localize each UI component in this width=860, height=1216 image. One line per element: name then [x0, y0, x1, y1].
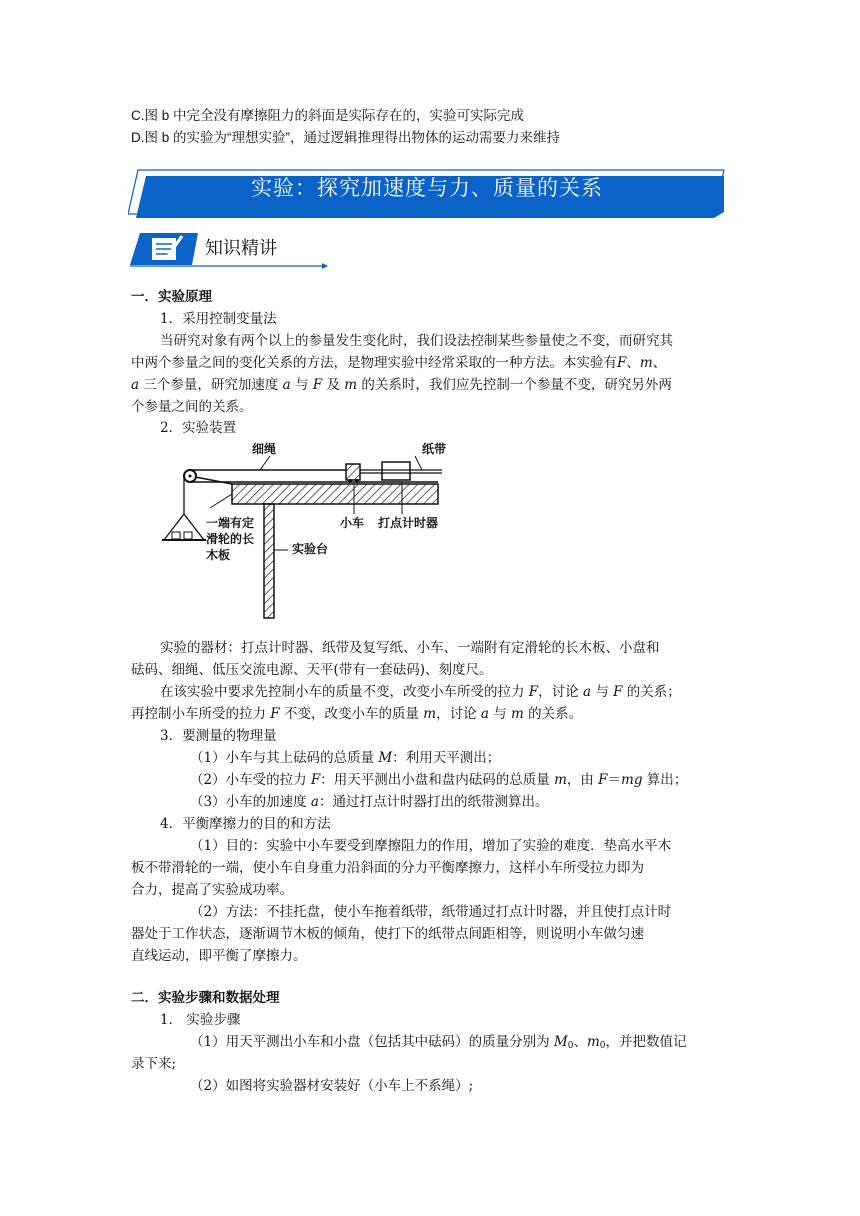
p3-title: 3．要测量的物理量: [160, 728, 277, 744]
equipment-line2: 砝码、细绳、低压交流电源、天平(带有一套砝码)、刻度尺。: [131, 662, 493, 678]
label-board-3: 木板: [206, 548, 231, 562]
p4-1-line3: 合力，提高了实验成功率。: [131, 882, 293, 898]
p4-2-line2: 器处于工作状态，逐渐调节木板的倾角，使打下的纸带点间距相等，则说明小车做匀速: [131, 926, 644, 942]
s1-title: 1． 实验步骤: [160, 1012, 241, 1028]
p4-2-line1: （2）方法：不挂托盘，使小车拖着纸带，纸带通过打点计时器，并且使打点计时: [190, 904, 672, 920]
p3-item2: （2）小车受的拉力 F：用天平测出小盘和盘内砝码的总质量 m，由 F＝mg 算出；: [190, 772, 688, 788]
control-line2: 再控制小车所受的拉力 F 不变，改变小车的质量 m，讨论 a 与 m 的关系。: [131, 706, 583, 722]
p1-line1: 当研究对象有两个以上的参量发生变化时，我们设法控制某些参量使之不变，而研究其: [160, 333, 673, 349]
option-d: D.图 b 的实验为“理想实验”，通过逻辑推理得出物体的运动需要力来维持: [131, 130, 560, 145]
p3-item3: （3）小车的加速度 a：通过打点计时器打出的纸带测算出。: [190, 794, 549, 810]
p4-2-line3: 直线运动，即平衡了摩擦力。: [131, 948, 307, 964]
section1-heading: 一．实验原理: [131, 289, 212, 305]
p2-title: 2．实验装置: [160, 420, 237, 436]
p4-1-line1: （1）目的：实验中小车要受到摩擦阻力的作用，增加了实验的难度．垫高水平木: [190, 838, 672, 854]
s1-item1: （1）用天平测出小车和小盘（包括其中砝码）的质量分别为 $M_0$、$m_0$，并把数值记: [190, 1034, 687, 1051]
apparatus-figure: [160, 436, 450, 620]
label-timer: 打点计时器: [378, 516, 439, 530]
section2-heading: 二．实验步骤和数据处理: [131, 990, 280, 1006]
equipment-line1: 实验的器材：打点计时器、纸带及复写纸、小车、一端附有定滑轮的长木板、小盘和: [160, 640, 660, 656]
label-board-1: 一端有定: [206, 516, 255, 530]
control-line1: 在该实验中要求先控制小车的质量不变，改变小车所受的拉力 F，讨论 a 与 F 的关系；: [160, 684, 681, 700]
p1-title: 1．采用控制变量法: [160, 311, 277, 327]
p1-line2: 中两个参量之间的变化关系的方法，是物理实验中经常采取的一种方法。本实验有F、m、: [131, 355, 667, 371]
section-banner: [128, 168, 726, 220]
p1-line3: a 三个参量，研究加速度 a 与 F 及 m 的关系时，我们应先控制一个参量不变，研究另外两: [131, 377, 672, 393]
knowledge-title: 知识精讲: [205, 238, 277, 259]
label-tape: 纸带: [422, 442, 447, 456]
label-board-2: 滑轮的长: [206, 532, 255, 546]
label-table: 实验台: [292, 542, 329, 556]
p4-title: 4．平衡摩擦力的目的和方法: [160, 816, 331, 832]
s1-item2: （2）如图将实验器材安装好（小车上不系绳）;: [190, 1078, 474, 1094]
p4-1-line2: 板不带滑轮的一端，使小车自身重力沿斜面的分力平衡摩擦力，这样小车所受拉力即为: [131, 860, 644, 876]
s1-item1-line2: 录下来;: [131, 1056, 177, 1072]
knowledge-header: [130, 230, 330, 270]
label-rope: 细绳: [252, 442, 277, 456]
banner-title: 实验：探究加速度与力、质量的关系: [251, 176, 603, 200]
label-cart: 小车: [340, 516, 365, 530]
p1-line4: 个参量之间的关系。: [131, 399, 253, 415]
option-c: C.图 b 中完全没有摩擦阻力的斜面是实际存在的，实验可实际完成: [131, 108, 525, 123]
p3-item1: （1）小车与其上砝码的总质量 M：利用天平测出；: [190, 750, 501, 766]
